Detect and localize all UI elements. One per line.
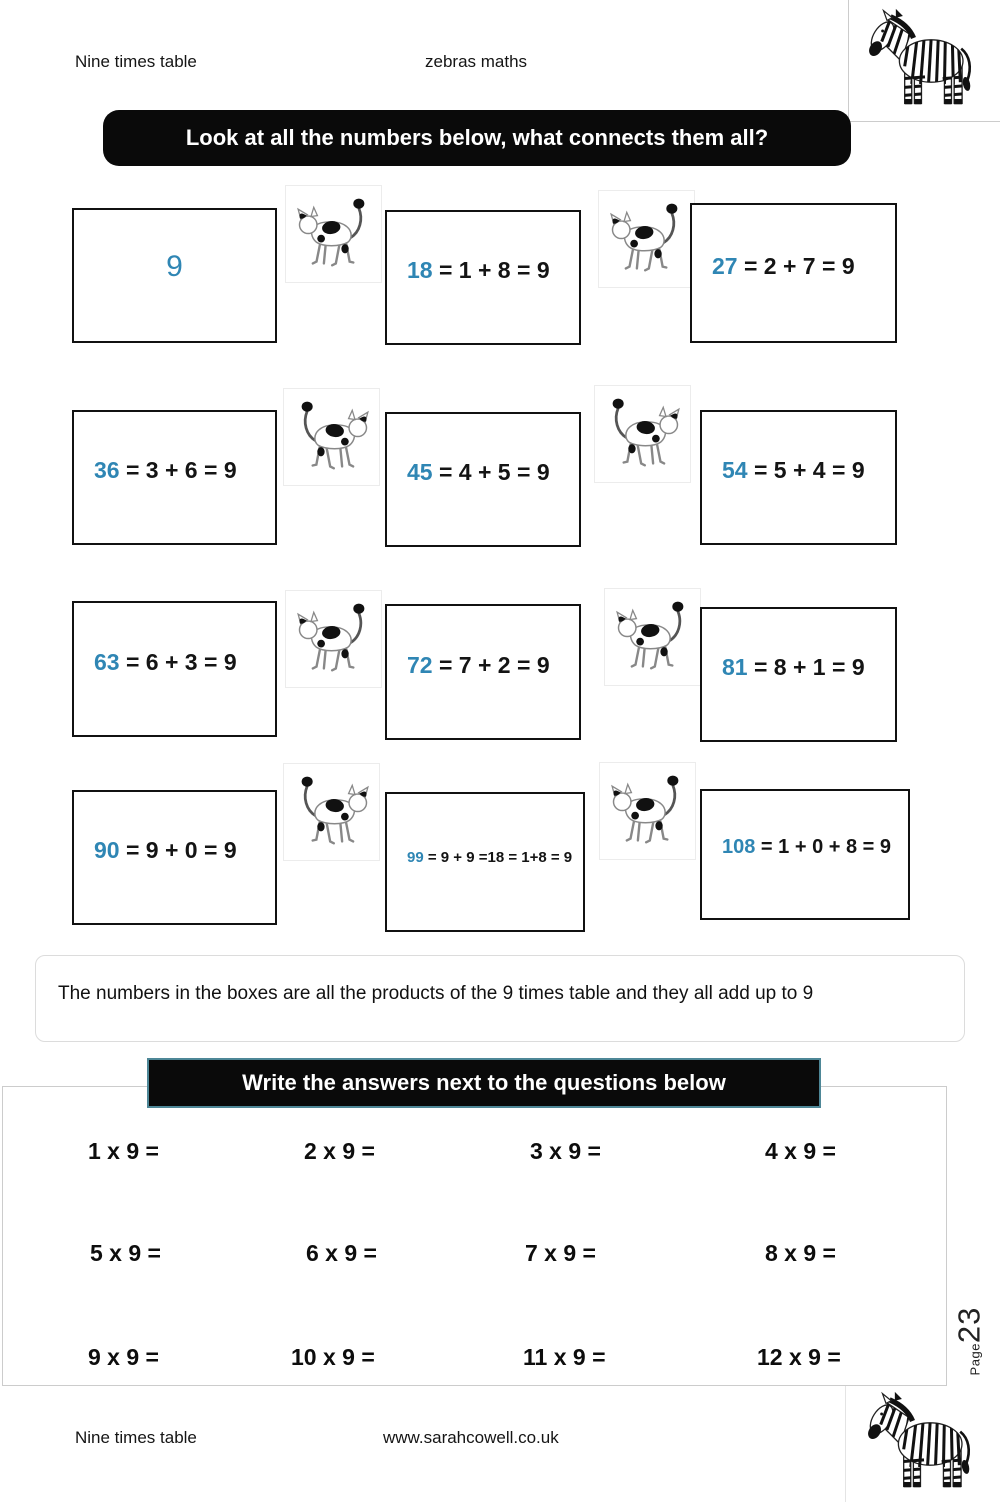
header-site-name: zebras maths: [425, 52, 528, 71]
number-box-9: [72, 208, 277, 343]
number-box-90: [72, 790, 277, 925]
zebra-icon: [855, 1391, 993, 1497]
number-box-45: [385, 412, 581, 547]
question-7x9: 7 x 9 =: [525, 1240, 596, 1266]
product-number: 36: [94, 457, 120, 483]
product-number: 90: [94, 837, 120, 863]
question-11x9: 11 x 9 =: [523, 1344, 606, 1370]
cat-walking-icon: [288, 593, 380, 685]
cat-image: [594, 385, 691, 483]
cat-walking-icon: [601, 193, 693, 285]
cat-walking-icon: [286, 766, 378, 858]
question-8x9: 8 x 9 =: [765, 1240, 836, 1266]
instruction-banner-questions: Write the answers next to the questions below: [147, 1058, 821, 1108]
product-number: 18: [407, 257, 433, 283]
digit-sum-equation: = 6 + 3 = 9: [119, 648, 237, 675]
digit-sum-equation: = 3 + 6 = 9: [119, 457, 237, 483]
question-6x9: 6 x 9 =: [306, 1240, 377, 1266]
page-number-value: 23: [951, 1306, 987, 1344]
question-10x9: 10 x 9 =: [291, 1344, 375, 1370]
questions-panel: [2, 1086, 947, 1386]
product-number: 45: [407, 459, 433, 485]
product-number: 9: [166, 249, 183, 283]
zebra-image-bottom: [845, 1386, 1000, 1502]
product-number: 72: [407, 651, 433, 678]
question-3x9: 3 x 9 =: [530, 1138, 601, 1164]
zebra-image-top: [848, 0, 1000, 122]
question-1x9: 1 x 9 =: [88, 1138, 159, 1164]
cat-image: [599, 762, 696, 860]
cat-image: [283, 763, 380, 861]
cat-walking-icon: [607, 591, 699, 683]
page-number: [952, 1294, 994, 1389]
digit-sum-equation: = 9 + 0 = 9: [119, 837, 237, 863]
question-5x9: 5 x 9 =: [90, 1240, 161, 1266]
question-4x9: 4 x 9 =: [765, 1138, 836, 1164]
explanation-note: The numbers in the boxes are all the products of the 9 times table and they all add up to 9: [35, 955, 965, 1042]
footer-title: Nine times table: [75, 1428, 197, 1447]
product-number: 99: [407, 848, 424, 866]
number-box-81: [700, 607, 897, 742]
cat-walking-icon: [288, 188, 380, 280]
product-number: 81: [722, 654, 748, 680]
digit-sum-equation: = 9 + 9 =18 = 1+8 = 9: [423, 848, 573, 866]
digit-sum-equation: = 4 + 5 = 9: [432, 459, 550, 485]
cat-image: [285, 185, 382, 283]
number-box-63: [72, 601, 277, 737]
question-9x9: 9 x 9 =: [88, 1344, 159, 1370]
number-box-99: [385, 792, 585, 932]
question-12x9: 12 x 9 =: [757, 1344, 841, 1370]
product-number: 27: [712, 252, 738, 279]
product-number: 54: [722, 457, 748, 483]
number-box-27: [690, 203, 897, 343]
cat-image: [285, 590, 382, 688]
cat-walking-icon: [602, 765, 694, 857]
product-number: 63: [94, 648, 120, 675]
number-box-108: [700, 789, 910, 920]
instruction-banner-top: Look at all the numbers below, what connects them all?: [103, 110, 851, 166]
number-box-18: [385, 210, 581, 345]
digit-sum-equation: = 1 + 8 = 9: [432, 257, 550, 283]
page-word: Page: [967, 1343, 983, 1376]
product-number: 108: [722, 836, 756, 858]
number-box-72: [385, 604, 581, 740]
cat-image: [604, 588, 701, 686]
digit-sum-equation: = 7 + 2 = 9: [432, 651, 550, 678]
digit-sum-equation: = 2 + 7 = 9: [737, 252, 855, 279]
number-box-36: [72, 410, 277, 545]
digit-sum-equation: = 5 + 4 = 9: [747, 457, 865, 483]
footer-website: www.sarahcowell.co.uk: [383, 1428, 559, 1447]
question-2x9: 2 x 9 =: [304, 1138, 375, 1164]
zebra-icon: [856, 8, 994, 114]
cat-walking-icon: [597, 388, 689, 480]
digit-sum-equation: = 1 + 0 + 8 = 9: [755, 836, 892, 858]
number-box-54: [700, 410, 897, 545]
header-title: Nine times table: [75, 52, 197, 71]
digit-sum-equation: = 8 + 1 = 9: [747, 654, 865, 680]
cat-image: [598, 190, 695, 288]
cat-image: [283, 388, 380, 486]
cat-walking-icon: [286, 391, 378, 483]
